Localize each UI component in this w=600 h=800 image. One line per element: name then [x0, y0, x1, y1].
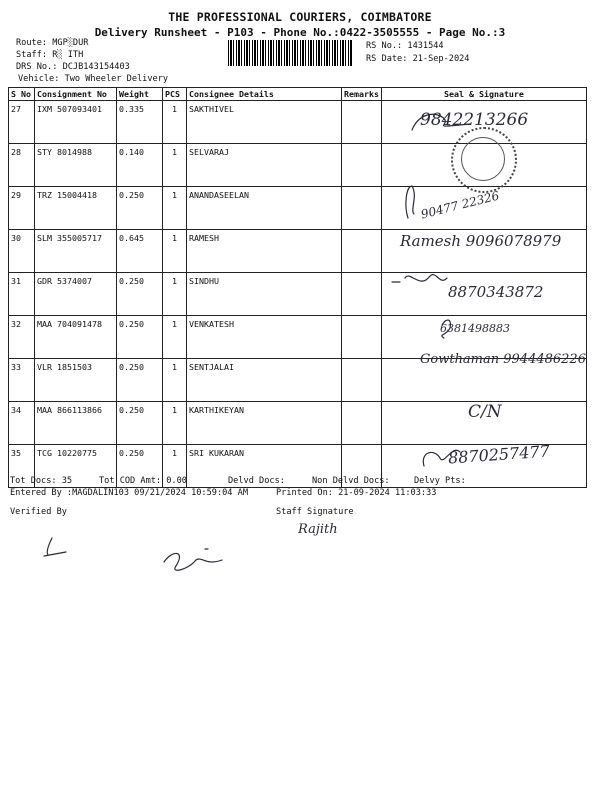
- entered-by: Entered By :MAGDALIN103 09/21/2024 10:59:04 AM: [10, 488, 248, 498]
- cell-consignment: STY 8014988: [35, 144, 117, 187]
- witness-signature: [164, 549, 222, 570]
- col-pcs: PCS: [163, 88, 187, 101]
- rs-date: RS Date: 21-Sep-2024: [366, 54, 470, 64]
- signature-phone: 90477 22326: [419, 188, 501, 222]
- cell-weight: 0.645: [117, 230, 163, 273]
- cell-weight: 0.335: [117, 101, 163, 144]
- cell-sno: 35: [9, 445, 35, 488]
- cell-pcs: 1: [163, 101, 187, 144]
- cell-sno: 34: [9, 402, 35, 445]
- cell-consignee: RAMESH: [187, 230, 342, 273]
- cell-consignee: ANANDASEELAN: [187, 187, 342, 230]
- col-seal-signature: Seal & Signature: [381, 88, 586, 101]
- runsheet-title: Delivery Runsheet - P103 - Phone No.:0422-3505555 - Page No.:3: [94, 26, 506, 39]
- signature-phone: 8870257477: [447, 441, 551, 468]
- cell-sno: 33: [9, 359, 35, 402]
- cell-pcs: 1: [163, 359, 187, 402]
- delivered-docs: Delvd Docs:: [228, 476, 285, 486]
- cell-pcs: 1: [163, 273, 187, 316]
- cell-consignee: SINDHU: [187, 273, 342, 316]
- cell-sno: 28: [9, 144, 35, 187]
- cell-sno: 32: [9, 316, 35, 359]
- initial-signature-row29: [406, 186, 414, 218]
- cell-weight: 0.250: [117, 316, 163, 359]
- cell-consignment: SLM 355005717: [35, 230, 117, 273]
- col-consignee: Consignee Details: [187, 88, 342, 101]
- cell-sno: 29: [9, 187, 35, 230]
- signature-phone: 6381498883: [440, 322, 510, 335]
- col-remarks: Remarks: [342, 88, 382, 101]
- cell-consignment: MAA 704091478: [35, 316, 117, 359]
- staff-signature: Rajith: [298, 522, 338, 537]
- cell-weight: 0.250: [117, 273, 163, 316]
- cell-pcs: 1: [163, 445, 187, 488]
- staff-label: Staff: R░ ITH: [16, 50, 84, 60]
- signature-phone: Gowthaman 9944486226: [420, 352, 586, 367]
- cell-weight: 0.250: [117, 402, 163, 445]
- signature-note: C/N: [468, 402, 502, 422]
- initial-signature-row31: [392, 275, 447, 282]
- cell-pcs: 1: [163, 144, 187, 187]
- cell-pcs: 1: [163, 402, 187, 445]
- cell-consignment: MAA 866113866: [35, 402, 117, 445]
- verified-by-label: Verified By: [10, 507, 67, 517]
- staff-signature-label: Staff Signature: [276, 507, 354, 517]
- cell-consignment: TCG 10220775: [35, 445, 117, 488]
- cell-weight: 0.140: [117, 144, 163, 187]
- signature-row35-scribble: [423, 450, 460, 466]
- initial-signature-row32: [442, 320, 451, 338]
- company-title: THE PROFESSIONAL COURIERS, COIMBATORE: [168, 10, 432, 24]
- non-delivered-docs: Non Delvd Docs:: [312, 476, 390, 486]
- rs-number: RS No.: 1431544: [366, 41, 444, 51]
- cell-consignment: TRZ 15004418: [35, 187, 117, 230]
- cell-consignment: GDR 5374007: [35, 273, 117, 316]
- cell-weight: 0.250: [117, 187, 163, 230]
- col-weight: Weight: [117, 88, 163, 101]
- cell-weight: 0.250: [117, 445, 163, 488]
- cell-sno: 27: [9, 101, 35, 144]
- col-sno: S No: [9, 88, 35, 101]
- vehicle-label: Vehicle: Two Wheeler Delivery: [18, 74, 169, 84]
- cell-consignee: KARTHIKEYAN: [187, 402, 342, 445]
- total-docs: Tot Docs: 35: [10, 476, 73, 486]
- cell-pcs: 1: [163, 230, 187, 273]
- cell-sno: 30: [9, 230, 35, 273]
- route-label: Route: MGP░DUR: [16, 38, 89, 48]
- total-cod-amount: Tot COD Amt: 0.00: [99, 476, 187, 486]
- cell-consignee: SENTJALAI: [187, 359, 342, 402]
- cell-consignment: VLR 1851503: [35, 359, 117, 402]
- signature-phone: Ramesh 9096078979: [400, 232, 562, 250]
- cell-sno: 31: [9, 273, 35, 316]
- cell-pcs: 1: [163, 316, 187, 359]
- verified-by-signature: [44, 538, 66, 556]
- cell-weight: 0.250: [117, 359, 163, 402]
- cell-pcs: 1: [163, 187, 187, 230]
- delivery-points: Delvy Pts:: [414, 476, 466, 486]
- cell-consignee: SELVARAJ: [187, 144, 342, 187]
- seal-signature-scribble: [412, 114, 470, 130]
- drs-number: DRS No.: DCJB143154403: [16, 62, 130, 72]
- cell-consignee: VENKATESH: [187, 316, 342, 359]
- signature-phone: 9842213266: [420, 110, 529, 130]
- cell-consignee: SAKTHIVEL: [187, 101, 342, 144]
- col-consignment: Consignment No: [35, 88, 117, 101]
- signature-phone: 8870343872: [448, 283, 544, 301]
- printed-on: Printed On: 21-09-2024 11:03:33: [276, 488, 437, 498]
- cell-consignment: IXM 507093401: [35, 101, 117, 144]
- cell-consignee: SRI KUKARAN: [187, 445, 342, 488]
